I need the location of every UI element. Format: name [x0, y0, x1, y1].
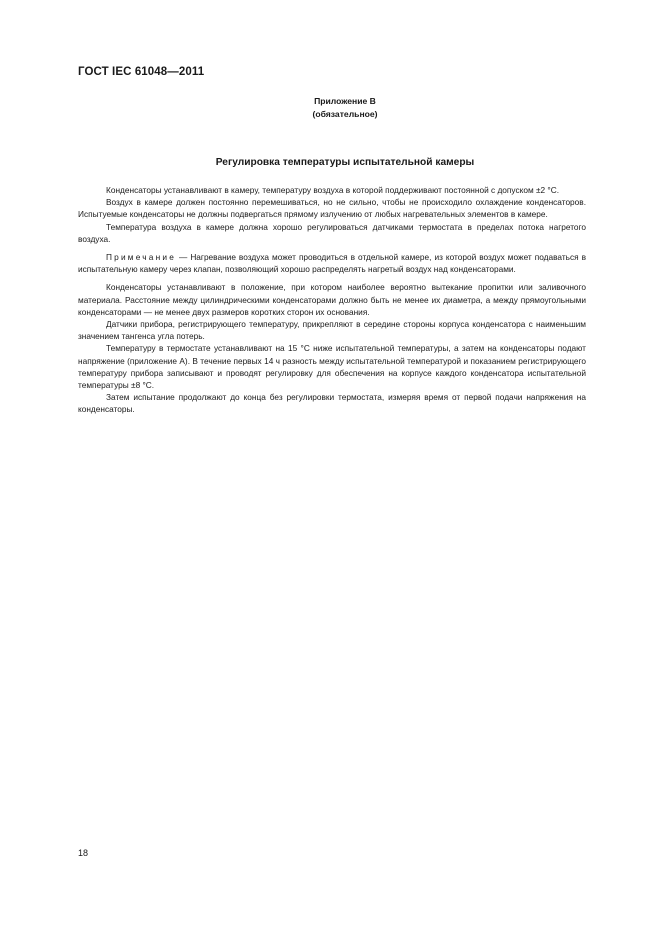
note-text: — Нагревание воздуха может проводиться в отдельной камере, из которой воздух может подаваться в испытательную камеру через клапан, позволяющий хорошо распределять нагретый воздух над конденсаторами.: [78, 252, 586, 275]
section-title: Регулировка температуры испытательной камеры: [215, 157, 475, 168]
note-label: Примечание: [106, 252, 177, 263]
note-paragraph: [78, 251, 586, 275]
appendix-title: Приложение В: [314, 96, 376, 106]
paragraph-air-regulation: Температура воздуха в камере должна хорошо регулироваться датчиками термостата в пределах потока нагретого воздуха.: [78, 221, 586, 244]
paragraph-air-mixing: Воздух в камере должен постоянно перемешиваться, но не сильно, чтобы не происходило охлаждение конденсаторов. Испытуемые конденсаторы не должны подвергаться прямому излучению от любых нагревательных элементов в камере.: [78, 197, 586, 220]
paragraph-test-continuation: Затем испытание продолжают до конца без регулировки термостата, измеряя время от первой подачи напряжения на конденсаторы.: [78, 392, 586, 415]
paragraph-positioning: Конденсаторы устанавливают в положение, при котором наиболее вероятно вытекание пропитки или заливочного материала. Расстояние между цилиндрическими конденсаторами должно быть не менее их диаметра, а между прямоугольными конденсаторами — не менее двух размеров коротких сторон их основания.: [78, 282, 586, 317]
paragraph-tolerance: Конденсаторы устанавливают в камеру, температуру воздуха в которой поддерживают постоянной с допуском ±2 °С.: [106, 185, 560, 195]
standard-designation: ГОСТ IEC 61048—2011: [78, 66, 205, 78]
body-text: [78, 184, 586, 416]
paragraph-thermostat: Температуру в термостате устанавливают на 15 °С ниже испытательной температуры, а затем на конденсаторы подают напряжение (приложение А). В течение первых 14 ч разность между испытательной температурой и показанием регистрирующего температуру прибора записывают и проводят регулировку для обеспечения на корпусе каждого конденсатора испытательной температуры ±8 °С.: [78, 343, 586, 391]
appendix-status: (обязательное): [312, 109, 378, 119]
page-number: 18: [78, 848, 89, 858]
paragraph-sensors: Датчики прибора, регистрирующего температуру, прикрепляют в середине стороны корпуса конденсатора с наименьшим значением тангенса угла потерь.: [78, 319, 586, 342]
